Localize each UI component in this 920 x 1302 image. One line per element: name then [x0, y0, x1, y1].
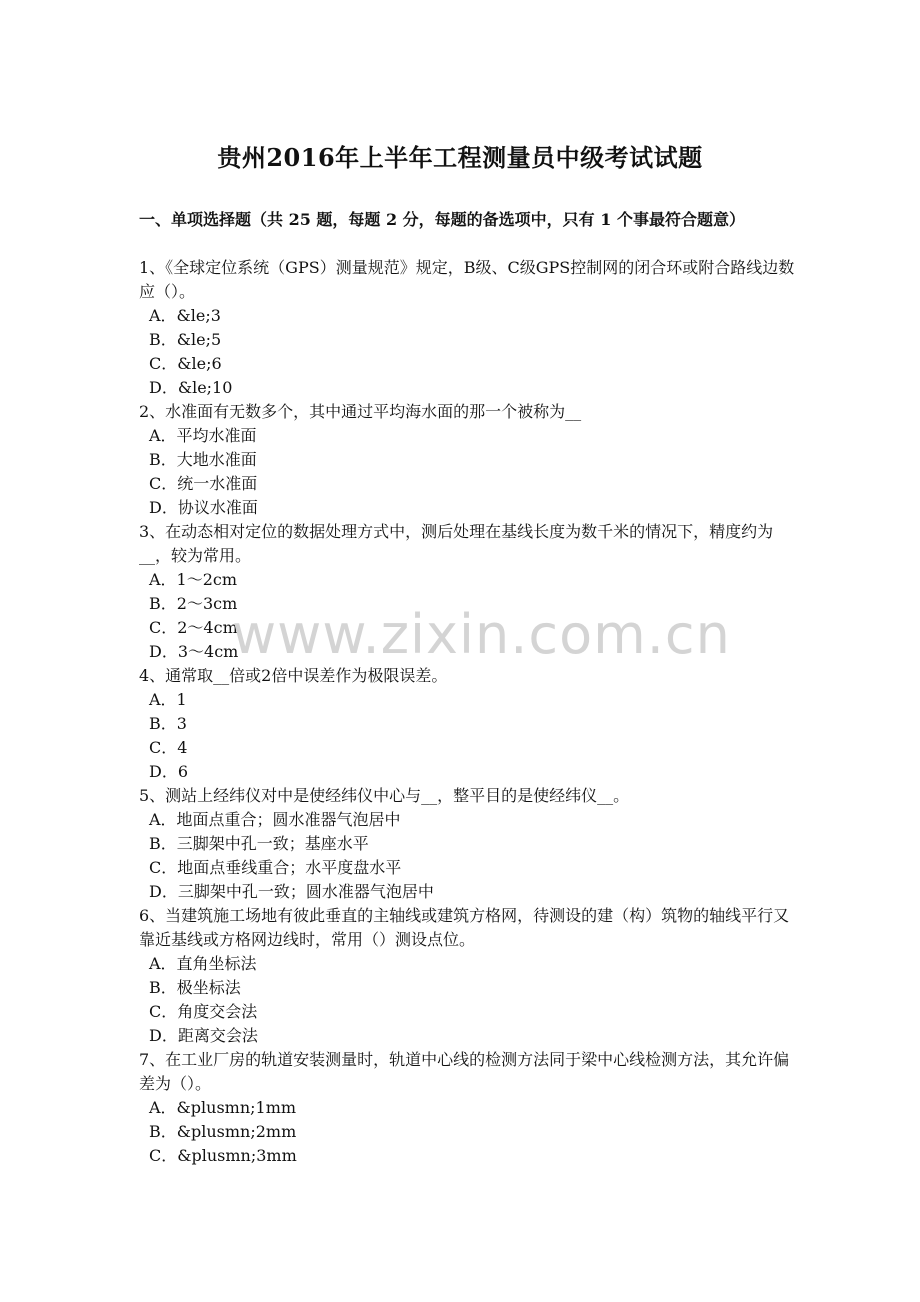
answer-option: C．地面点垂线重合；水平度盘水平 — [149, 858, 402, 877]
answer-option: C．4 — [149, 738, 188, 757]
document-title: 贵州2016年上半年工程测量员中级考试试题 — [217, 143, 703, 172]
answer-option: A．地面点重合；圆水准器气泡居中 — [149, 810, 401, 829]
question-text: 6、当建筑施工场地有彼此垂直的主轴线或建筑方格网，待测设的建（构）筑物的轴线平行又靠近基线或方格网边线时，常用（）测设点位。 — [139, 906, 790, 949]
answer-option: A．&le;3 — [149, 306, 221, 325]
question-text: 3、在动态相对定位的数据处理方式中，测后处理在基线长度为数千米的情况下，精度约为__，较为常用。 — [139, 522, 774, 565]
answer-option: D．3～4cm — [149, 642, 239, 661]
answer-option: B．3 — [149, 714, 187, 733]
answer-option: C．2～4cm — [149, 618, 238, 637]
answer-option: A．1～2cm — [149, 570, 238, 589]
answer-option: D．距离交会法 — [149, 1026, 258, 1045]
answer-option: B．大地水准面 — [149, 450, 257, 469]
answer-option: B．极坐标法 — [149, 978, 241, 997]
question-text: 5、测站上经纬仪对中是使经纬仪中心与__，整平目的是使经纬仪__。 — [139, 786, 630, 805]
answer-option: A．直角坐标法 — [149, 954, 257, 973]
question-text: 2、水准面有无数多个，其中通过平均海水面的那一个被称为__ — [139, 402, 582, 421]
answer-option: B．&le;5 — [149, 330, 222, 349]
answer-option: B．&plusmn;2mm — [149, 1122, 297, 1141]
answer-option: D．三脚架中孔一致；圆水准器气泡居中 — [149, 882, 434, 901]
answer-option: D．协议水准面 — [149, 498, 258, 517]
answer-option: A．平均水准面 — [149, 426, 257, 445]
answer-option: A．&plusmn;1mm — [149, 1098, 297, 1117]
question-list — [139, 256, 799, 1168]
section-heading: 一、单项选择题（共 25 题，每题 2 分，每题的备选项中，只有 1 个事最符合题意） — [139, 210, 745, 229]
answer-option: C．&le;6 — [149, 354, 222, 373]
answer-option: C．角度交会法 — [149, 1002, 258, 1021]
question-text: 1、《全球定位系统（GPS）测量规范》规定，B级、C级GPS控制网的闭合环或附合路线边数应（）。 — [139, 258, 795, 301]
answer-option: C．统一水准面 — [149, 474, 258, 493]
answer-option: A．1 — [149, 690, 187, 709]
answer-option: B．三脚架中孔一致；基座水平 — [149, 834, 369, 853]
question-text: 7、在工业厂房的轨道安装测量时，轨道中心线的检测方法同于梁中心线检测方法，其允许偏差为（）。 — [139, 1050, 790, 1093]
answer-option: B．2～3cm — [149, 594, 238, 613]
question-text: 4、通常取__倍或2倍中误差作为极限误差。 — [139, 666, 448, 685]
answer-option: D．6 — [149, 762, 189, 781]
watermark: www.zixin.com.cn — [232, 603, 731, 666]
answer-option: C．&plusmn;3mm — [149, 1146, 297, 1165]
answer-option: D．&le;10 — [149, 378, 233, 397]
